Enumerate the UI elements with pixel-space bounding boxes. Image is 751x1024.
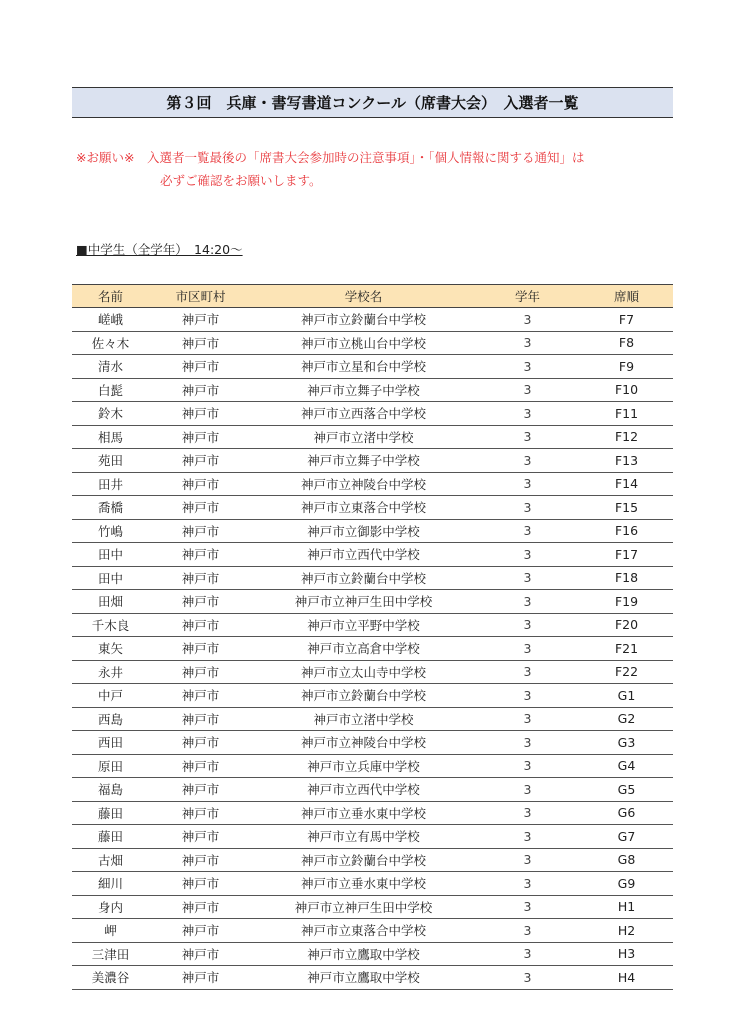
cell-name: 細川 bbox=[72, 872, 149, 896]
cell-seat: F9 bbox=[580, 355, 673, 379]
cell-school: 神戸市立渚中学校 bbox=[252, 425, 475, 449]
cell-municipality: 神戸市 bbox=[149, 425, 252, 449]
cell-seat: G1 bbox=[580, 684, 673, 708]
cell-school: 神戸市立鷹取中学校 bbox=[252, 942, 475, 966]
winners-table bbox=[72, 284, 673, 990]
cell-grade: 3 bbox=[475, 378, 580, 402]
cell-municipality: 神戸市 bbox=[149, 496, 252, 520]
cell-seat: G8 bbox=[580, 848, 673, 872]
cell-municipality: 神戸市 bbox=[149, 472, 252, 496]
table-row bbox=[72, 684, 673, 708]
cell-municipality: 神戸市 bbox=[149, 754, 252, 778]
cell-seat: F20 bbox=[580, 613, 673, 637]
cell-school: 神戸市立舞子中学校 bbox=[252, 378, 475, 402]
cell-name: 藤田 bbox=[72, 825, 149, 849]
table-row bbox=[72, 449, 673, 473]
cell-municipality: 神戸市 bbox=[149, 449, 252, 473]
cell-grade: 3 bbox=[475, 919, 580, 943]
cell-seat: G9 bbox=[580, 872, 673, 896]
cell-municipality: 神戸市 bbox=[149, 684, 252, 708]
cell-grade: 3 bbox=[475, 684, 580, 708]
table-row bbox=[72, 848, 673, 872]
section-label: ■中学生（全学年） 14:20～ bbox=[76, 242, 243, 257]
cell-grade: 3 bbox=[475, 449, 580, 473]
cell-seat: F14 bbox=[580, 472, 673, 496]
cell-seat: F10 bbox=[580, 378, 673, 402]
cell-seat: F11 bbox=[580, 402, 673, 426]
cell-school: 神戸市立御影中学校 bbox=[252, 519, 475, 543]
notice bbox=[76, 146, 676, 192]
cell-municipality: 神戸市 bbox=[149, 731, 252, 755]
cell-municipality: 神戸市 bbox=[149, 778, 252, 802]
cell-school: 神戸市立兵庫中学校 bbox=[252, 754, 475, 778]
table-row bbox=[72, 707, 673, 731]
cell-grade: 3 bbox=[475, 613, 580, 637]
header-school: 学校名 bbox=[252, 285, 475, 308]
cell-name: 田中 bbox=[72, 566, 149, 590]
table-row bbox=[72, 543, 673, 567]
cell-municipality: 神戸市 bbox=[149, 402, 252, 426]
cell-school: 神戸市立鈴蘭台中学校 bbox=[252, 848, 475, 872]
cell-grade: 3 bbox=[475, 308, 580, 332]
table-row bbox=[72, 825, 673, 849]
cell-school: 神戸市立東落合中学校 bbox=[252, 919, 475, 943]
cell-grade: 3 bbox=[475, 331, 580, 355]
cell-seat: G4 bbox=[580, 754, 673, 778]
table-row bbox=[72, 895, 673, 919]
cell-name: 清水 bbox=[72, 355, 149, 379]
table-row bbox=[72, 872, 673, 896]
cell-name: 永井 bbox=[72, 660, 149, 684]
cell-municipality: 神戸市 bbox=[149, 613, 252, 637]
cell-municipality: 神戸市 bbox=[149, 543, 252, 567]
cell-seat: F16 bbox=[580, 519, 673, 543]
cell-name: 田中 bbox=[72, 543, 149, 567]
cell-name: 福島 bbox=[72, 778, 149, 802]
cell-name: 東矢 bbox=[72, 637, 149, 661]
table-row bbox=[72, 355, 673, 379]
cell-grade: 3 bbox=[475, 519, 580, 543]
cell-municipality: 神戸市 bbox=[149, 355, 252, 379]
cell-school: 神戸市立西落合中学校 bbox=[252, 402, 475, 426]
cell-name: 田井 bbox=[72, 472, 149, 496]
cell-municipality: 神戸市 bbox=[149, 707, 252, 731]
cell-municipality: 神戸市 bbox=[149, 378, 252, 402]
cell-seat: H2 bbox=[580, 919, 673, 943]
cell-school: 神戸市立鈴蘭台中学校 bbox=[252, 308, 475, 332]
cell-seat: G3 bbox=[580, 731, 673, 755]
cell-municipality: 神戸市 bbox=[149, 566, 252, 590]
cell-municipality: 神戸市 bbox=[149, 848, 252, 872]
cell-municipality: 神戸市 bbox=[149, 942, 252, 966]
cell-name: 岬 bbox=[72, 919, 149, 943]
cell-municipality: 神戸市 bbox=[149, 637, 252, 661]
table-row bbox=[72, 566, 673, 590]
cell-grade: 3 bbox=[475, 707, 580, 731]
table-row bbox=[72, 801, 673, 825]
cell-grade: 3 bbox=[475, 778, 580, 802]
cell-name: 美濃谷 bbox=[72, 966, 149, 990]
cell-school: 神戸市立鷹取中学校 bbox=[252, 966, 475, 990]
cell-school: 神戸市立神陵台中学校 bbox=[252, 731, 475, 755]
table-row bbox=[72, 590, 673, 614]
cell-school: 神戸市立平野中学校 bbox=[252, 613, 475, 637]
cell-name: 三津田 bbox=[72, 942, 149, 966]
cell-name: 古畑 bbox=[72, 848, 149, 872]
cell-seat: G2 bbox=[580, 707, 673, 731]
cell-name: 白髭 bbox=[72, 378, 149, 402]
cell-seat: G6 bbox=[580, 801, 673, 825]
cell-school: 神戸市立舞子中学校 bbox=[252, 449, 475, 473]
header-seat: 席順 bbox=[580, 285, 673, 308]
table-row bbox=[72, 496, 673, 520]
cell-name: 田畑 bbox=[72, 590, 149, 614]
header-grade: 学年 bbox=[475, 285, 580, 308]
notice-line-1: ※お願い※ 入選者一覧最後の「席書大会参加時の注意事項」・「個人情報に関する通知」は bbox=[76, 150, 585, 165]
cell-school: 神戸市立垂水東中学校 bbox=[252, 801, 475, 825]
cell-grade: 3 bbox=[475, 754, 580, 778]
cell-grade: 3 bbox=[475, 660, 580, 684]
cell-seat: F17 bbox=[580, 543, 673, 567]
cell-seat: F8 bbox=[580, 331, 673, 355]
table-row bbox=[72, 778, 673, 802]
cell-school: 神戸市立高倉中学校 bbox=[252, 637, 475, 661]
cell-seat: F12 bbox=[580, 425, 673, 449]
cell-seat: F13 bbox=[580, 449, 673, 473]
header-name: 名前 bbox=[72, 285, 149, 308]
cell-municipality: 神戸市 bbox=[149, 590, 252, 614]
cell-seat: F22 bbox=[580, 660, 673, 684]
cell-name: 苑田 bbox=[72, 449, 149, 473]
cell-municipality: 神戸市 bbox=[149, 801, 252, 825]
notice-line-2: 必ずご確認をお願いします。 bbox=[160, 173, 322, 188]
cell-school: 神戸市立神戸生田中学校 bbox=[252, 590, 475, 614]
table-row bbox=[72, 378, 673, 402]
cell-municipality: 神戸市 bbox=[149, 308, 252, 332]
table-row bbox=[72, 472, 673, 496]
cell-grade: 3 bbox=[475, 425, 580, 449]
table-row bbox=[72, 966, 673, 990]
table-row bbox=[72, 613, 673, 637]
table-row bbox=[72, 402, 673, 426]
cell-school: 神戸市立神戸生田中学校 bbox=[252, 895, 475, 919]
table-row bbox=[72, 331, 673, 355]
cell-school: 神戸市立鈴蘭台中学校 bbox=[252, 684, 475, 708]
cell-name: 相馬 bbox=[72, 425, 149, 449]
header-municipality: 市区町村 bbox=[149, 285, 252, 308]
cell-name: 原田 bbox=[72, 754, 149, 778]
cell-school: 神戸市立西代中学校 bbox=[252, 543, 475, 567]
cell-school: 神戸市立西代中学校 bbox=[252, 778, 475, 802]
cell-seat: G7 bbox=[580, 825, 673, 849]
cell-grade: 3 bbox=[475, 355, 580, 379]
cell-grade: 3 bbox=[475, 496, 580, 520]
cell-name: 西島 bbox=[72, 707, 149, 731]
cell-name: 佐々木 bbox=[72, 331, 149, 355]
cell-municipality: 神戸市 bbox=[149, 825, 252, 849]
cell-grade: 3 bbox=[475, 966, 580, 990]
cell-name: 中戸 bbox=[72, 684, 149, 708]
cell-seat: F7 bbox=[580, 308, 673, 332]
cell-municipality: 神戸市 bbox=[149, 331, 252, 355]
cell-municipality: 神戸市 bbox=[149, 519, 252, 543]
cell-seat: H4 bbox=[580, 966, 673, 990]
cell-grade: 3 bbox=[475, 872, 580, 896]
table-row bbox=[72, 942, 673, 966]
cell-school: 神戸市立桃山台中学校 bbox=[252, 331, 475, 355]
cell-grade: 3 bbox=[475, 801, 580, 825]
table-row bbox=[72, 660, 673, 684]
cell-school: 神戸市立垂水東中学校 bbox=[252, 872, 475, 896]
table-row bbox=[72, 754, 673, 778]
table-row bbox=[72, 919, 673, 943]
cell-school: 神戸市立渚中学校 bbox=[252, 707, 475, 731]
cell-municipality: 神戸市 bbox=[149, 872, 252, 896]
cell-grade: 3 bbox=[475, 590, 580, 614]
cell-school: 神戸市立鈴蘭台中学校 bbox=[252, 566, 475, 590]
cell-grade: 3 bbox=[475, 637, 580, 661]
cell-grade: 3 bbox=[475, 895, 580, 919]
cell-grade: 3 bbox=[475, 731, 580, 755]
cell-seat: H1 bbox=[580, 895, 673, 919]
cell-grade: 3 bbox=[475, 566, 580, 590]
cell-school: 神戸市立神陵台中学校 bbox=[252, 472, 475, 496]
cell-seat: F18 bbox=[580, 566, 673, 590]
page-title: 第３回 兵庫・書写書道コンクール（席書大会） 入選者一覧 bbox=[72, 87, 673, 118]
cell-name: 身内 bbox=[72, 895, 149, 919]
cell-grade: 3 bbox=[475, 543, 580, 567]
cell-seat: F15 bbox=[580, 496, 673, 520]
cell-seat: G5 bbox=[580, 778, 673, 802]
table-row bbox=[72, 308, 673, 332]
cell-seat: H3 bbox=[580, 942, 673, 966]
cell-name: 嵯峨 bbox=[72, 308, 149, 332]
cell-grade: 3 bbox=[475, 472, 580, 496]
cell-school: 神戸市立太山寺中学校 bbox=[252, 660, 475, 684]
cell-school: 神戸市立東落合中学校 bbox=[252, 496, 475, 520]
cell-seat: F21 bbox=[580, 637, 673, 661]
cell-name: 千木良 bbox=[72, 613, 149, 637]
cell-name: 藤田 bbox=[72, 801, 149, 825]
cell-municipality: 神戸市 bbox=[149, 966, 252, 990]
cell-municipality: 神戸市 bbox=[149, 660, 252, 684]
cell-name: 竹嶋 bbox=[72, 519, 149, 543]
table-row bbox=[72, 637, 673, 661]
cell-grade: 3 bbox=[475, 848, 580, 872]
cell-grade: 3 bbox=[475, 402, 580, 426]
cell-name: 鈴木 bbox=[72, 402, 149, 426]
table-header-row bbox=[72, 285, 673, 308]
cell-municipality: 神戸市 bbox=[149, 895, 252, 919]
cell-school: 神戸市立星和台中学校 bbox=[252, 355, 475, 379]
cell-municipality: 神戸市 bbox=[149, 919, 252, 943]
table-row bbox=[72, 731, 673, 755]
cell-grade: 3 bbox=[475, 825, 580, 849]
cell-name: 喬橋 bbox=[72, 496, 149, 520]
table-row bbox=[72, 519, 673, 543]
cell-school: 神戸市立有馬中学校 bbox=[252, 825, 475, 849]
cell-name: 西田 bbox=[72, 731, 149, 755]
cell-seat: F19 bbox=[580, 590, 673, 614]
cell-grade: 3 bbox=[475, 942, 580, 966]
table-row bbox=[72, 425, 673, 449]
